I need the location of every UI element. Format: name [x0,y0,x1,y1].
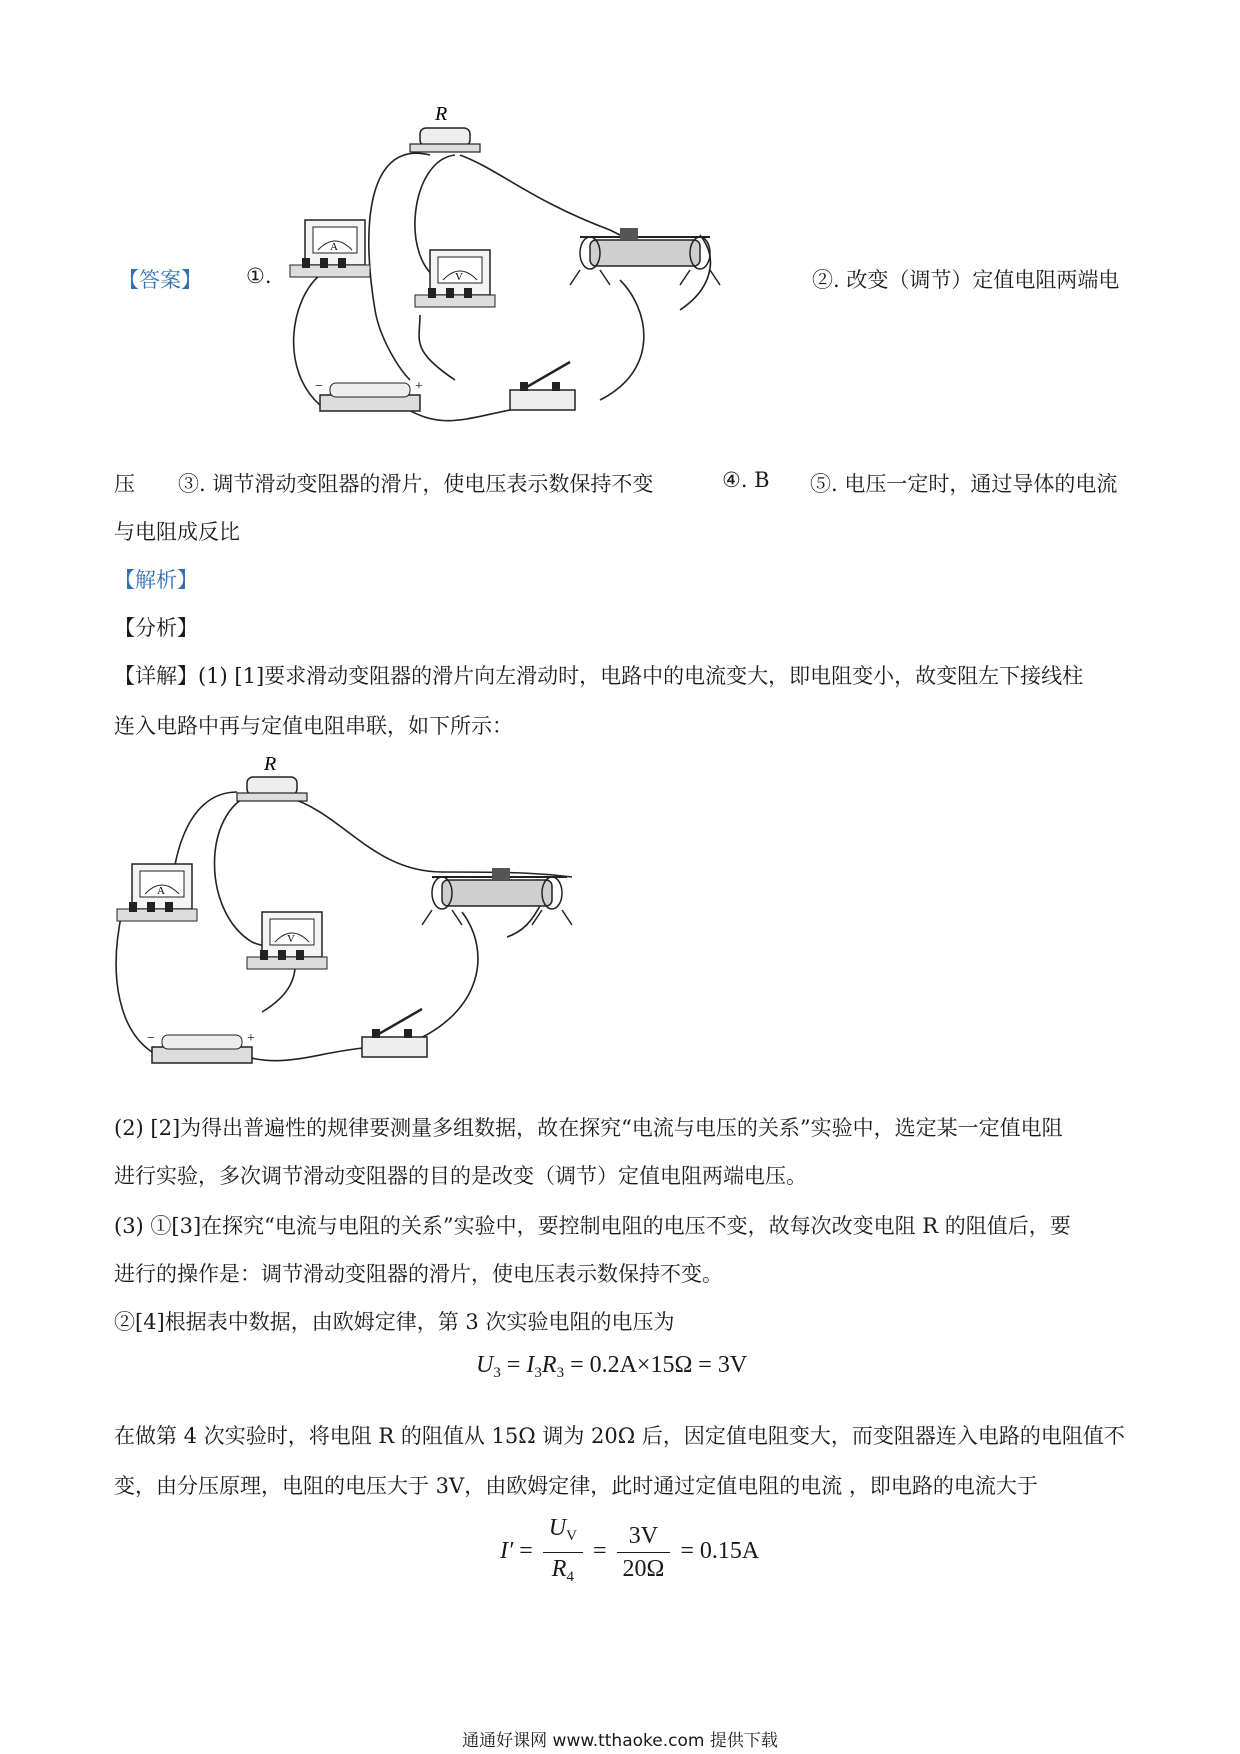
circuit-diagram-detail [112,752,612,1092]
svg-text:A: A [157,885,165,897]
analysis-tag: 【解析】 [114,568,198,592]
p2-line-2: 进行实验，多次调节滑动变阻器的目的是改变（调节）定值电阻两端电压。 [114,1164,807,1188]
equation-voltage: $U_3 = I_3R_3 = 0.2A\times 15\Omega = 3V$ [476,1352,748,1381]
answer-item-5a: ⑤. 电压一定时，通过导体的电流 [810,472,1118,496]
svg-text:−: − [147,1031,155,1046]
svg-text:A: A [330,241,338,253]
p3-line-2: 进行的操作是：调节滑动变阻器的滑片，使电压表示数保持不变。 [114,1262,723,1286]
detail-line-1: 【详解】(1) [1]要求滑动变阻器的滑片向左滑动时，电路中的电流变大，即电阻变小，故变阻左下接线柱 [114,664,1084,688]
svg-text:V: V [455,271,463,283]
answer-item-2a: ②. 改变（调节）定值电阻两端电 [812,268,1120,292]
p5-line-2: 变，由分压原理，电阻的电压大于 3V，由欧姆定律，此时通过定值电阻的电流 ，即电路的电流大于 [114,1474,1038,1498]
svg-text:−: − [315,379,323,394]
equation-current: I′ = $\frac{U_V}{R_4}$ = $\frac{3V}{20\Omega}$ = 0.15A [500,1512,759,1593]
p4-line-1: ②[4]根据表中数据，由欧姆定律，第 3 次实验电阻的电压为 [114,1310,675,1334]
p5-line-1: 在做第 4 次实验时，将电阻 R 的阻值从 15Ω 调为 20Ω 后，因定值电阻变大，而变阻器连入电路的电阻值不 [114,1424,1125,1448]
svg-text:+: + [247,1031,255,1046]
answer-item-3: ③. 调节滑动变阻器的滑片，使电压表示数保持不变 [178,472,654,496]
answer-tag: 【答案】 [118,268,202,292]
svg-text:+: + [415,379,423,394]
answer-item-4: ④. B [722,468,770,492]
svg-text:V: V [287,933,295,945]
p2-line-1: (2) [2]为得出普遍性的规律要测量多组数据，故在探究“电流与电压的关系”实验中，选定某一定值电阻 [114,1116,1063,1140]
resistor-label: R [435,103,448,125]
answer-item-2b: 压 [114,472,135,496]
svg-text:R: R [264,753,277,775]
answer-item-5b: 与电阻成反比 [114,520,240,544]
answer-item-1: ①. [246,264,272,288]
fenxi-tag: 【分析】 [114,616,198,640]
footer-source: 通通好课网 www.tthaoke.com 提供下载 [462,1731,778,1751]
circuit-diagram-answer [280,100,800,440]
detail-line-2: 连入电路中再与定值电阻串联，如下所示： [114,714,513,738]
p3-line-1: (3) ①[3]在探究“电流与电阻的关系”实验中，要控制电阻的电压不变，故每次改变电阻 R 的阻值后，要 [114,1214,1071,1238]
